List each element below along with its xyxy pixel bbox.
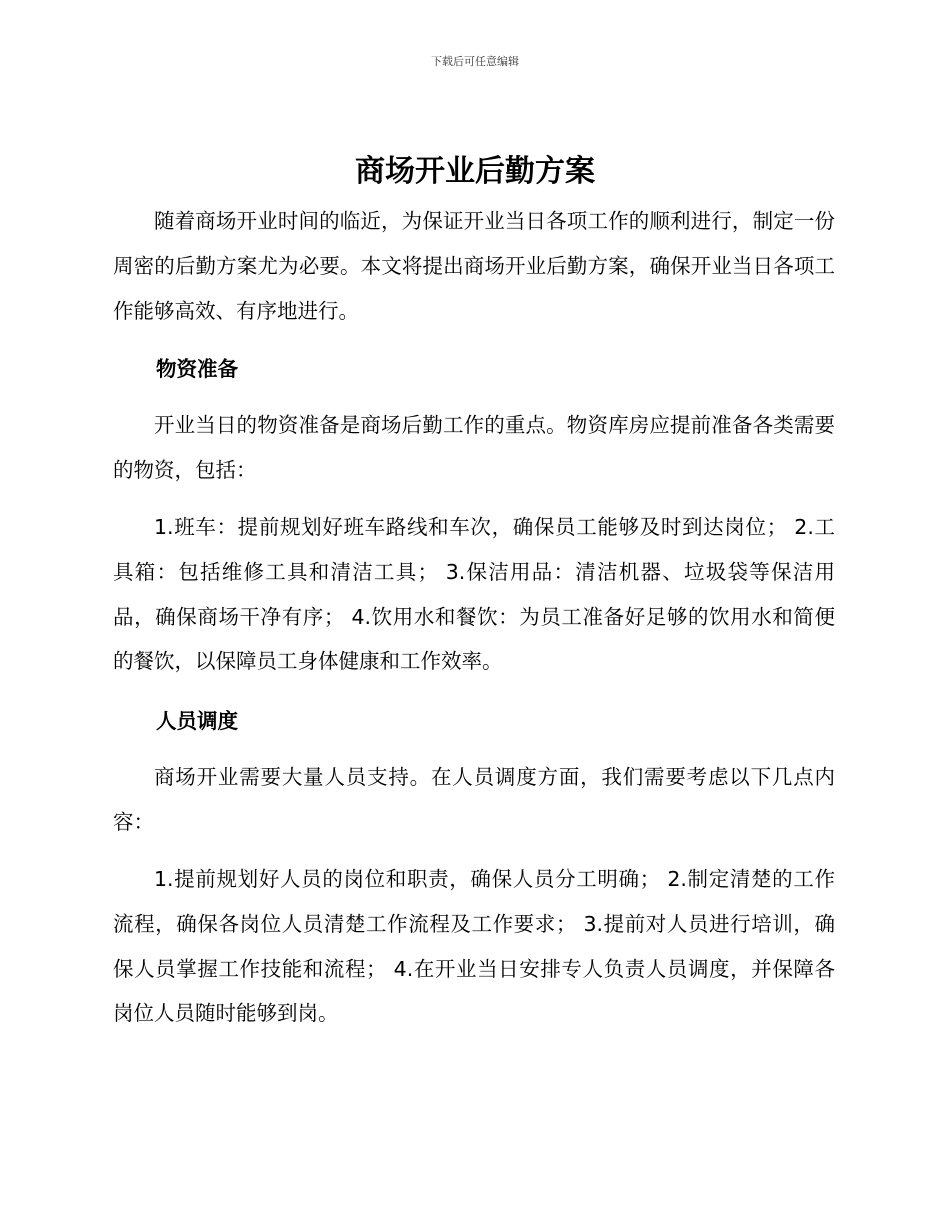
section-heading-supplies: 物资准备 [156,357,238,381]
document-title: 商场开业后勤方案 [355,154,595,189]
header-note: 下载后可任意编辑 [431,55,519,68]
section-heading-staffing: 人员调度 [156,709,238,733]
intro-paragraph: 随着商场开业时间的临近，为保证开业当日各项工作的顺利进行，制定一份周密的后勤方案尤为必要。本文将提出商场开业后勤方案，确保开业当日各项工作能够高效、有序地进行。 [113,209,835,323]
staffing-items-paragraph: 1.提前规划好人员的岗位和职责，确保人员分工明确； 2.制定清楚的工作流程，确保各岗位人员清楚工作流程及工作要求； 3.提前对人员进行培训，确保人员掌握工作技能和流程； 4.在开业当日安排专人负责人员调度，并保障各岗位人员随时能够到岗。 [113,867,835,1026]
supplies-lead-paragraph: 开业当日的物资准备是商场后勤工作的重点。物资库房应提前准备各类需要的物资，包括： [113,413,835,482]
supplies-items-paragraph: 1.班车：提前规划好班车路线和车次，确保员工能够及时到达岗位； 2.工具箱：包括维修工具和清洁工具； 3.保洁用品：清洁机器、垃圾袋等保洁用品，确保商场干净有序； 4.饮用水和餐饮：为员工准备好足够的饮用水和简便的餐饮，以保障员工身体健康和工作效率。 [113,515,835,674]
staffing-lead-paragraph: 商场开业需要大量人员支持。在人员调度方面，我们需要考虑以下几点内容： [113,765,835,834]
